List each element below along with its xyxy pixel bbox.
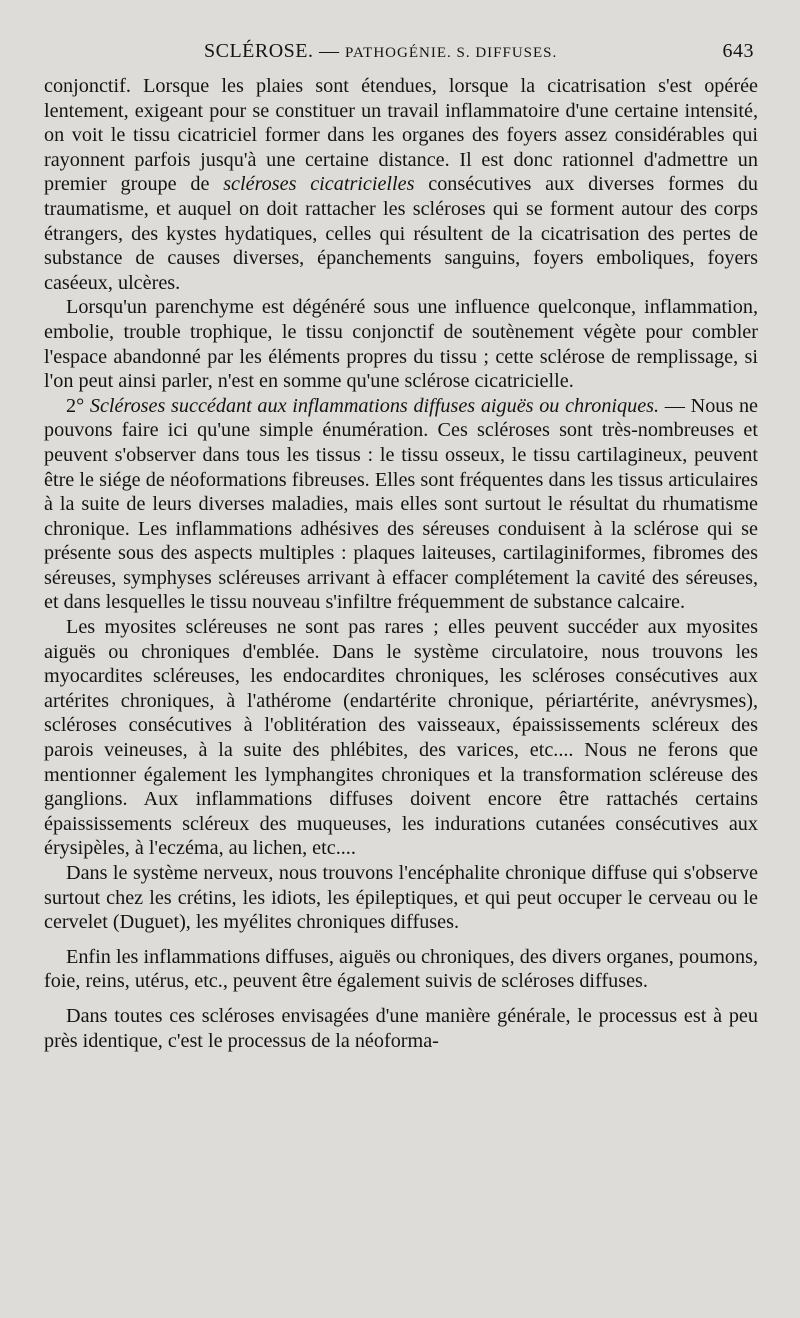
paragraph-2: Lorsqu'un parenchyme est dégénéré sous une influence quelconque, inflammation, embolie, trouble trophique, le tissu conjonctif de soutènement végète pour combler l'espace abandonné par les éléments propres du tissu ; cette sclérose de remplissage, si l'on peut ainsi parler, n'est en somme qu'une sclérose cicatricielle.: [44, 296, 758, 393]
paragraph-4: Les myosites scléreuses ne sont pas rares ; elles peuvent succéder aux myosites aiguës ou chroniques d'emblée. Dans le système circulatoire, nous trouvons les myocardites scléreuses, les endocardites chroniques, les scléroses consécutives aux artérites chroniques, à l'athérome (endartérite chronique, périartérite, anévrysmes), scléroses consécutives à l'oblitération des vaisseaux, épaississements scléreux des parois veineuses, à la suite des phlébites, des varices, etc.... Nous ne ferons que mentionner également les lymphangites chroniques et la transformation scléreuse des ganglions. Aux inflammations diffuses doivent encore être rattachés certains épaississements scléreux des muqueuses, les indurations cutanées consécutives aux érysipèles, à l'eczéma, au lichen, etc....: [44, 616, 758, 860]
paragraph-7: Dans toutes ces scléroses envisagées d'une manière générale, le processus est à peu près identique, c'est le processus de la néoforma-: [44, 1004, 758, 1052]
term-scleroses-cicatricielles: scléroses cicatricielles: [223, 173, 415, 196]
running-title-main: SCLÉROSE. —: [204, 40, 340, 62]
paragraph-5: Dans le système nerveux, nous trouvons l'encéphalite chronique diffuse qui s'observe surtout chez les crétins, les idiots, les épileptiques, et qui peut occuper le cerveau ou le cervelet (Duguet), les myélites chroniques diffuses.: [44, 862, 758, 934]
paragraph-1: conjonctif. Lorsque les plaies sont étendues, lorsque la cicatrisation s'est opérée lentement, exigeant pour se constituer un travail inflammatoire d'une certaine intensité, on voit le tissu cicatriciel former dans les organes des foyers assez considérables qui rayonnent parfois jusqu'à une certaine distance. Il est donc rationnel d'admettre un premier groupe de scléroses cicatricielles consécutives aux diverses formes du traumatisme, et auquel on doit rattacher les scléroses qui se forment autour des corps étrangers, des kystes hydatiques, celles qui résultent de la cicatrisation des pertes de substance de causes diverses, épanchements sanguins, foyers emboliques, foyers caséeux, ulcères.: [44, 75, 758, 294]
running-title: [204, 40, 557, 63]
page-number: 643: [722, 40, 754, 62]
paragraph-3: 2° Scléroses succédant aux inflammations diffuses aiguës ou chroniques. — Nous ne pouvons faire ici qu'une simple énumération. Ces scléroses sont très-nombreuses et peuvent s'observer dans tous les tissus : le tissu osseux, le tissu cartilagineux, peuvent être le siége de néoformations fibreuses. Elles sont fréquentes dans les tissus articulaires à la suite de leurs diverses maladies, mais elles sont surtout le résultat du rhumatisme chronique. Les inflammations adhésives des séreuses conduisent à la sclérose qui se présente sous des aspects multiples : plaques laiteuses, cartilaginiformes, fibromes des séreuses, symphyses scléreuses arrivant à effacer complétement la cavité des séreuses, et dans lesquelles le tissu nouveau s'infiltre fréquemment de substance calcaire.: [44, 394, 758, 614]
paragraph-6: Enfin les inflammations diffuses, aiguës ou chroniques, des divers organes, poumons, foie, reins, utérus, etc., peuvent être également suivis de scléroses diffuses.: [44, 945, 758, 993]
running-title-sub: PATHOGÉNIE. S. DIFFUSES.: [345, 45, 558, 61]
running-header: [44, 40, 758, 74]
section-heading-2: Scléroses succédant aux inflammations diffuses aiguës ou chroniques.: [89, 394, 660, 417]
body-text: [44, 74, 758, 1053]
